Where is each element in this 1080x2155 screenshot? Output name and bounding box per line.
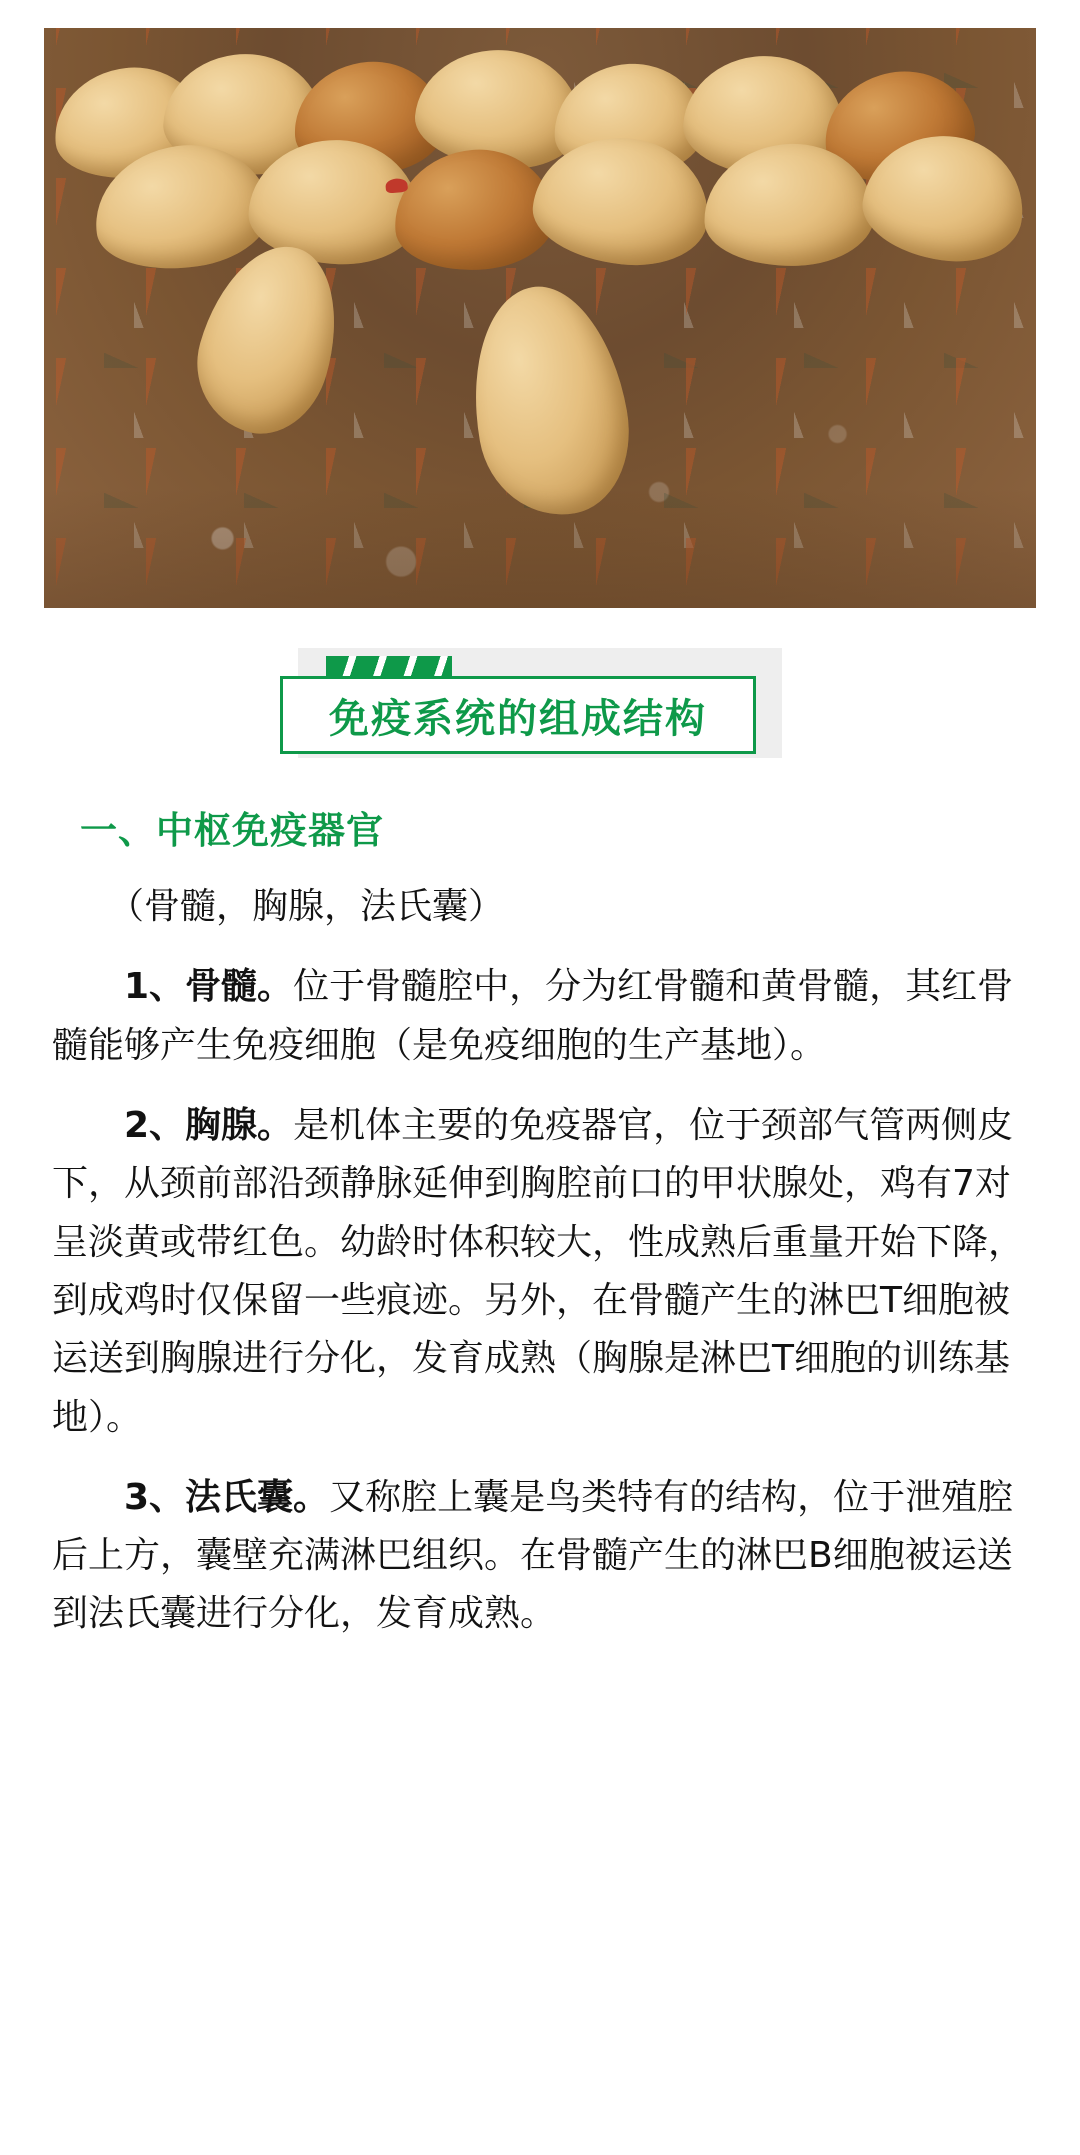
comb-shape	[385, 178, 408, 194]
page-title: 免疫系统的组成结构	[329, 695, 707, 742]
section-heading: 一、中枢免疫器官	[80, 809, 384, 852]
ground-shadow	[44, 488, 1036, 608]
hero-image	[44, 28, 1036, 608]
banner-frame	[280, 676, 756, 754]
paragraph-lead: 3、法氏囊。	[124, 1476, 330, 1518]
paragraph-thymus	[52, 1097, 1028, 1447]
paragraph-text: （骨髓，胸腺，法氏囊）	[108, 886, 505, 927]
paragraph-organ-list	[52, 878, 1028, 936]
paragraph-text: 位于骨髓腔中，分为红骨髓和黄骨髓，其红骨髓能够产生免疫细胞（是免疫细胞的生产基地）。	[52, 966, 1014, 1066]
paragraph-text: 又称腔上囊是鸟类特有的结构，位于泄殖腔后上方，囊壁充满淋巴组织。在骨髓产生的淋巴B细胞被运送到法氏囊进行分化，发育成熟。	[52, 1476, 1014, 1635]
paragraph-bursa	[52, 1469, 1028, 1644]
article-body	[52, 800, 1028, 1644]
paragraph-lead: 2、胸腺。	[124, 1104, 294, 1146]
paragraph-text: 是机体主要的免疫器官，位于颈部气管两侧皮下，从颈前部沿颈静脉延伸到胸腔前口的甲状腺处，鸡有7对呈淡黄或带红色。幼龄时体积较大，性成熟后重量开始下降，到成鸡时仅保留一些痕迹。另外，在骨髓产生的淋巴T细胞被运送到胸腺进行分化，发育成熟（胸腺是淋巴T细胞的训练基地）。	[52, 1104, 1025, 1438]
paragraph-bone-marrow	[52, 958, 1028, 1075]
banner-dash-decoration	[326, 656, 452, 676]
section-banner	[280, 648, 800, 766]
paragraph-lead: 1、骨髓。	[124, 966, 294, 1008]
